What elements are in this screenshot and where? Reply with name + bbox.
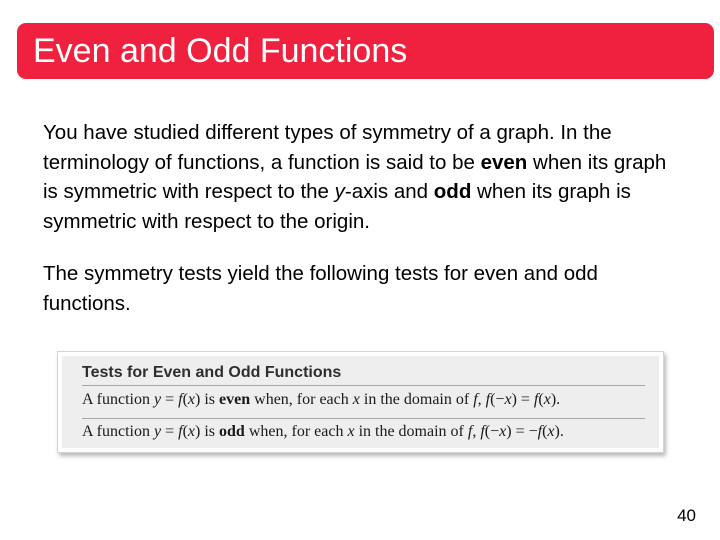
title-bar xyxy=(17,23,714,79)
test-var: f xyxy=(178,391,183,408)
test-text: ( xyxy=(182,391,188,408)
tests-box xyxy=(57,351,664,453)
odd-term: odd xyxy=(219,423,245,440)
tests-box-heading: Tests for Even and Odd Functions xyxy=(82,364,342,381)
test-var: y xyxy=(154,423,162,440)
test-var: x xyxy=(352,391,360,408)
paragraph-1-text-d: when its graph is symmetric with respect to the origin. xyxy=(43,180,631,233)
test-text: when, for each xyxy=(244,423,348,440)
test-text: ) xyxy=(195,391,201,408)
test-var: f xyxy=(467,423,473,440)
test-var: f xyxy=(178,423,183,440)
paragraph-1-text-b: when its graph is symmetric with respect to the xyxy=(43,150,667,203)
even-test-line xyxy=(82,391,560,409)
test-var: x xyxy=(187,423,196,440)
test-text: = xyxy=(161,423,179,440)
test-text: , xyxy=(472,423,481,440)
test-text: = − xyxy=(511,423,538,440)
test-text: A function xyxy=(82,423,154,440)
test-text: , xyxy=(477,391,486,408)
test-var: f xyxy=(480,423,485,440)
test-var: x xyxy=(347,423,355,440)
paragraph-tests-intro: The symmetry tests yield the following tests for even and odd functions. xyxy=(43,262,598,315)
test-var: x xyxy=(499,423,507,440)
test-text: in the domain of xyxy=(354,423,468,440)
test-var: x xyxy=(187,391,196,408)
tests-box-panel xyxy=(62,356,659,448)
test-var: f xyxy=(537,423,543,440)
test-text: A function xyxy=(82,391,154,408)
test-text: ) xyxy=(506,423,512,440)
test-text: in the domain of xyxy=(359,391,474,408)
test-var: x xyxy=(504,391,512,408)
test-var: f xyxy=(473,391,478,408)
test-text: when, for each xyxy=(250,391,353,408)
divider xyxy=(82,385,645,386)
test-text: (− xyxy=(490,391,505,408)
test-text: = xyxy=(516,391,534,408)
test-var: x xyxy=(543,391,551,408)
test-text: ). xyxy=(550,391,561,408)
y-variable: y xyxy=(334,180,345,203)
divider xyxy=(82,418,645,419)
test-text: (− xyxy=(484,423,500,440)
test-text: is xyxy=(200,391,220,408)
test-text: ). xyxy=(554,423,564,440)
test-var: f xyxy=(485,391,491,408)
paragraph-1-text-c: -axis and xyxy=(344,180,434,203)
test-text: ) xyxy=(195,423,201,440)
paragraph-1-text-a: You have studied different types of symmetry of a graph. In the terminology of functions, a function is said to be xyxy=(43,121,612,174)
test-text: ) xyxy=(511,391,517,408)
test-text: ( xyxy=(542,423,548,440)
odd-test-line xyxy=(82,423,564,441)
even-keyword: even xyxy=(480,150,528,174)
slide-title: Even and Odd Functions xyxy=(33,32,408,70)
even-term: even xyxy=(219,391,251,408)
test-text: is xyxy=(200,423,220,440)
test-var: x xyxy=(547,423,555,440)
test-text: ( xyxy=(182,423,188,440)
page-number: 40 xyxy=(677,506,696,525)
odd-keyword: odd xyxy=(433,180,472,203)
test-text: ( xyxy=(538,391,544,408)
test-text: = xyxy=(161,391,179,408)
test-var: y xyxy=(154,391,162,408)
test-var: f xyxy=(533,391,539,408)
paragraph-symmetry xyxy=(43,118,683,236)
